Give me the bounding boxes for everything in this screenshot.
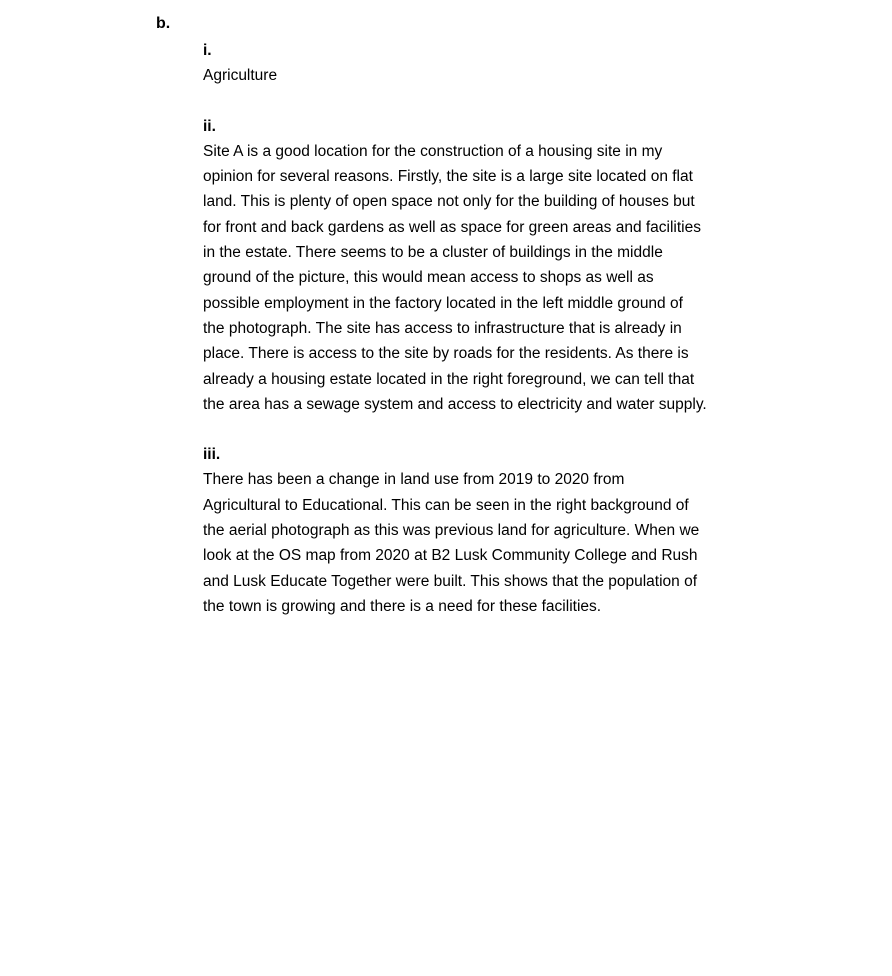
part-label: b. [156, 15, 171, 32]
answers-container [203, 38, 763, 619]
section-iii-label: iii. [203, 446, 221, 464]
section-iii [203, 442, 763, 619]
section-i [203, 38, 763, 89]
section-ii-label: ii. [203, 117, 216, 135]
section-ii [203, 114, 763, 418]
spacer [203, 417, 763, 442]
section-i-answer: Agriculture [203, 67, 278, 85]
spacer [203, 89, 763, 114]
section-ii-answer: Site A is a good location for the construction of a housing site in my opinion for several reasons. Firstly, the site is a large site located on flat land. This is plenty of open space not only for the building of houses but for front and back gardens as well as space for green areas and facilities in the estate. There seems to be a cluster of buildings in the middle ground of the picture, this would mean access to shops as well as possible employment in the factory located in the left middle ground of the photograph. The site has access to infrastructure that is already in place. There is access to the site by roads for the residents. As there is already a housing estate located in the right foreground, we can tell that the area has a sewage system and access to electricity and water supply. [203, 142, 707, 413]
section-iii-answer: There has been a change in land use from 2019 to 2020 from Agricultural to Educational. This can be seen in the right background of the aerial photograph as this was previous land for agriculture. When we look at the OS map from 2020 at B2 Lusk Community College and Rush and Lusk Educate Together were built. This shows that the population of the town is growing and there is a need for these facilities. [203, 471, 700, 615]
section-i-label: i. [203, 42, 212, 59]
